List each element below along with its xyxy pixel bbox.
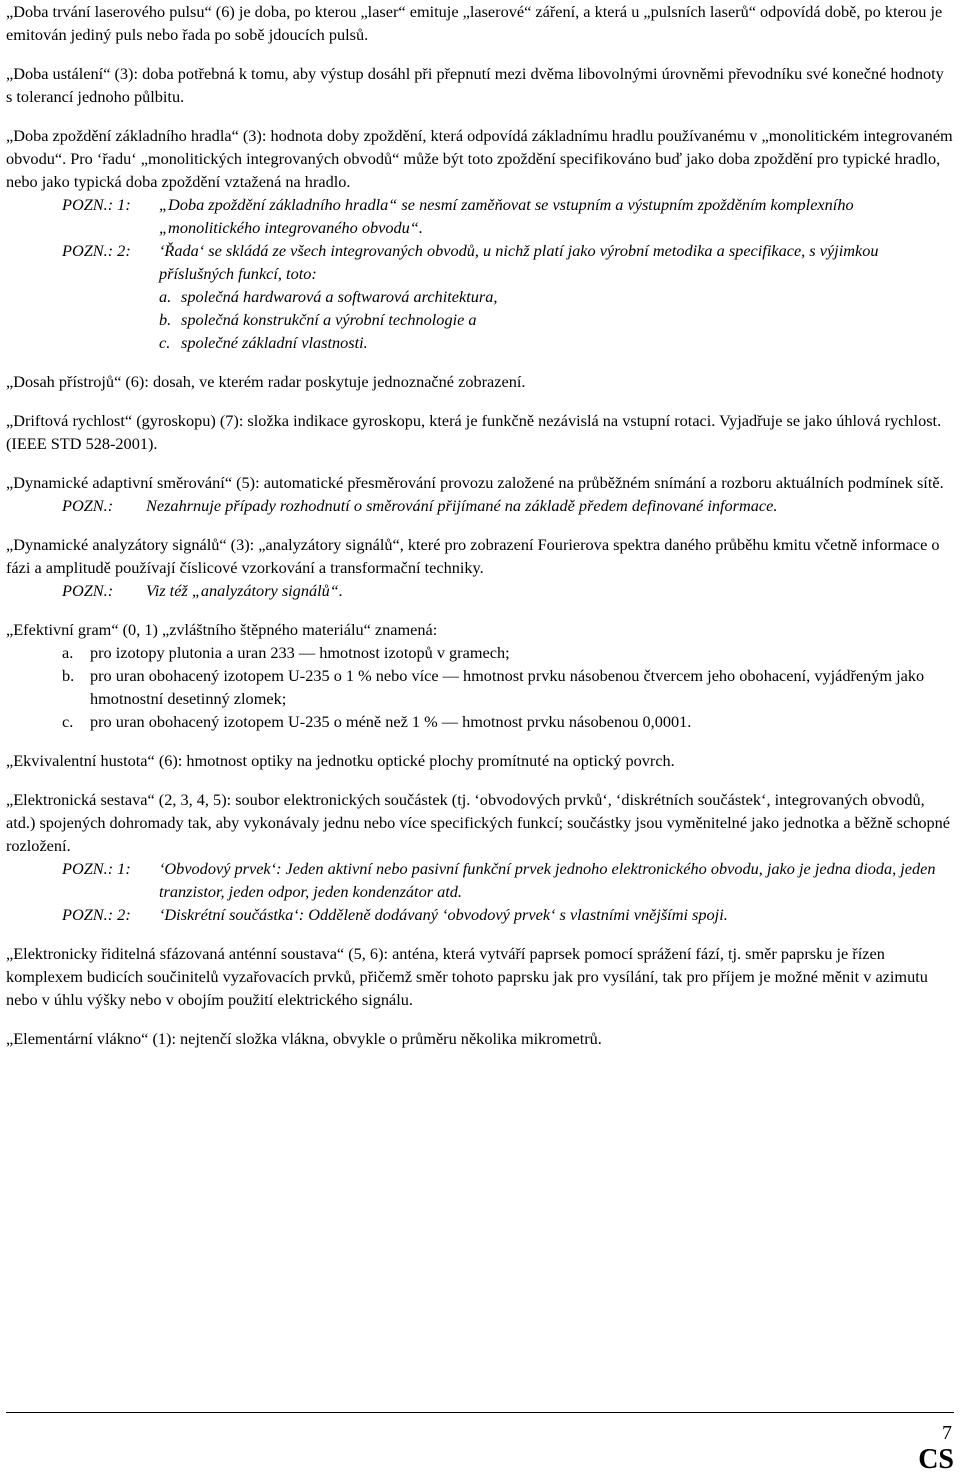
note bbox=[6, 494, 954, 517]
note bbox=[6, 903, 954, 926]
note bbox=[6, 193, 954, 239]
list-text: pro izotopy plutonia a uran 233 — hmotnost izotopů v gramech; bbox=[90, 643, 510, 662]
note-label: POZN.: 2: bbox=[62, 241, 131, 260]
list-marker: c. bbox=[62, 712, 74, 731]
list-marker: b. bbox=[62, 666, 75, 685]
list-item bbox=[6, 285, 954, 308]
list-marker: c. bbox=[159, 333, 171, 352]
note bbox=[6, 239, 954, 285]
note-label: POZN.: 2: bbox=[62, 905, 131, 924]
definition-paragraph: „Elektronicky řiditelná sfázovaná anténní soustava“ (5, 6): anténa, která vytváří paprsek pomocí sprážení fází, tj. směr paprsku je řízen komplexem budicích součinitelů vyzařovacích prvků, přičemž směr tohoto paprsku jak pro vysílání, tak pro příjem je možné měnit v azimutu nebo v úhlu výšky nebo v obojím použití elektrického signálu. bbox=[6, 944, 928, 1009]
definition-paragraph: „Doba zpoždění základního hradla“ (3): hodnota doby zpoždění, která odpovídá základnímu hradlu používanému v „monolitickém integrovaném obvodu“. Pro ‘řadu‘ „monolitických integrovaných obvodů“ může být toto zpoždění specifikováno buď jako doba zpoždění pro typické hradlo, nebo jako typická doba zpoždění vztažená na hradlo. bbox=[6, 126, 953, 191]
note-label: POZN.: 1: bbox=[62, 859, 131, 878]
note-label: POZN.: bbox=[62, 496, 114, 515]
definition-paragraph: „Efektivní gram“ (0, 1) „zvláštního štěpného materiálu“ znamená: bbox=[6, 620, 438, 639]
definition-paragraph: „Dynamické analyzátory signálů“ (3): „analyzátory signálů“, které pro zobrazení Fourierova spektra daného průběhu kmitu včetně informace o fázi a amplitudě používají číslicové vzorkování a transformační techniky. bbox=[6, 535, 940, 577]
definition-paragraph: „Dosah přístrojů“ (6): dosah, ve kterém radar poskytuje jednoznačné zobrazení. bbox=[6, 372, 526, 391]
definition-paragraph: „Elementární vlákno“ (1): nejtenčí složka vlákna, obvykle o průměru několika mikrometrů. bbox=[6, 1029, 602, 1048]
definition-paragraph: „Elektronická sestava“ (2, 3, 4, 5): soubor elektronických součástek (tj. ‘obvodových prvků‘, ‘diskrétních součástek‘, integrovaných obvodů, atd.) spojených dohromady tak, aby vykonávaly jednu nebo více specifických funkcí; součástky jsou vyměnitelné jako jednotka a běžně schopné rozložení. bbox=[6, 790, 951, 855]
note-label: POZN.: bbox=[62, 581, 114, 600]
note-text: ‘Řada‘ se skládá ze všech integrovaných obvodů, u nichž platí jako výrobní metodika a specifikace, s výjimkou příslušných funkcí, toto: bbox=[159, 241, 879, 283]
note-text: ‘Diskrétní součástka‘: Odděleně dodávaný ‘obvodový prvek‘ s vlastními vnějšími spoji. bbox=[159, 905, 728, 924]
definition-paragraph: „Ekvivalentní hustota“ (6): hmotnost optiky na jednotku optické plochy promítnuté na optický povrch. bbox=[6, 751, 675, 770]
list-item bbox=[6, 664, 954, 710]
list-item bbox=[6, 308, 954, 331]
list-marker: b. bbox=[159, 310, 172, 329]
list-item bbox=[6, 331, 954, 354]
list-text: společná konstrukční a výrobní technologie a bbox=[181, 310, 477, 329]
list-item bbox=[6, 710, 954, 733]
note-text: „Doba zpoždění základního hradla“ se nesmí zaměňovat se vstupním a výstupním zpožděním komplexního „monolitického integrovaného obvodu“. bbox=[159, 195, 854, 237]
note-text: Nezahrnuje případy rozhodnutí o směrování přijímané na základě předem definované informace. bbox=[146, 496, 778, 515]
definition-paragraph: „Dynamické adaptivní směrování“ (5): automatické přesměrování provozu založené na průběžném snímání a rozboru aktuálních podmínek sítě. bbox=[6, 473, 944, 492]
definition-paragraph: „Doba trvání laserového pulsu“ (6) je doba, po kterou „laser“ emituje „laserové“ záření, a která u „pulsních laserů“ odpovídá době, po kterou je emitován jediný puls nebo řada po sobě jdoucích pulsů. bbox=[6, 2, 943, 44]
note bbox=[6, 857, 954, 903]
page-number: 7 bbox=[942, 1422, 952, 1444]
list-text: pro uran obohacený izotopem U-235 o méně než 1 % — hmotnost prvku násobenou 0,0001. bbox=[90, 712, 692, 731]
list-marker: a. bbox=[159, 287, 172, 306]
footer-divider bbox=[6, 1412, 954, 1413]
note-text: Viz též „analyzátory signálů“. bbox=[146, 581, 343, 600]
document-body bbox=[6, 0, 954, 1050]
note-text: ‘Obvodový prvek‘: Jeden aktivní nebo pasivní funkční prvek jednoho elektronického obvodu, jako je jedna dioda, jeden tranzistor, jeden odpor, jeden kondenzátor atd. bbox=[159, 859, 936, 901]
note-label: POZN.: 1: bbox=[62, 195, 131, 214]
list-item bbox=[6, 641, 954, 664]
definition-paragraph: „Driftová rychlost“ (gyroskopu) (7): složka indikace gyroskopu, která je funkčně nezávislá na vstupní rotaci. Vyjadřuje se jako úhlová rychlost. (IEEE STD 528-2001). bbox=[6, 411, 942, 453]
list-text: pro uran obohacený izotopem U-235 o 1 % nebo více — hmotnost prvku násobenou čtvercem jeho obohacení, vyjádřeným jako hmotnostní desetinný zlomek; bbox=[90, 666, 925, 708]
list-marker: a. bbox=[62, 643, 74, 662]
note bbox=[6, 579, 954, 602]
list-text: společné základní vlastnosti. bbox=[181, 333, 368, 352]
language-code: CS bbox=[918, 1444, 954, 1475]
definition-paragraph: „Doba ustálení“ (3): doba potřebná k tomu, aby výstup dosáhl při přepnutí mezi dvěma libovolnými úrovněmi převodníku své konečné hodnoty s tolerancí jednoho půlbitu. bbox=[6, 64, 944, 106]
list-text: společná hardwarová a softwarová architektura, bbox=[181, 287, 498, 306]
